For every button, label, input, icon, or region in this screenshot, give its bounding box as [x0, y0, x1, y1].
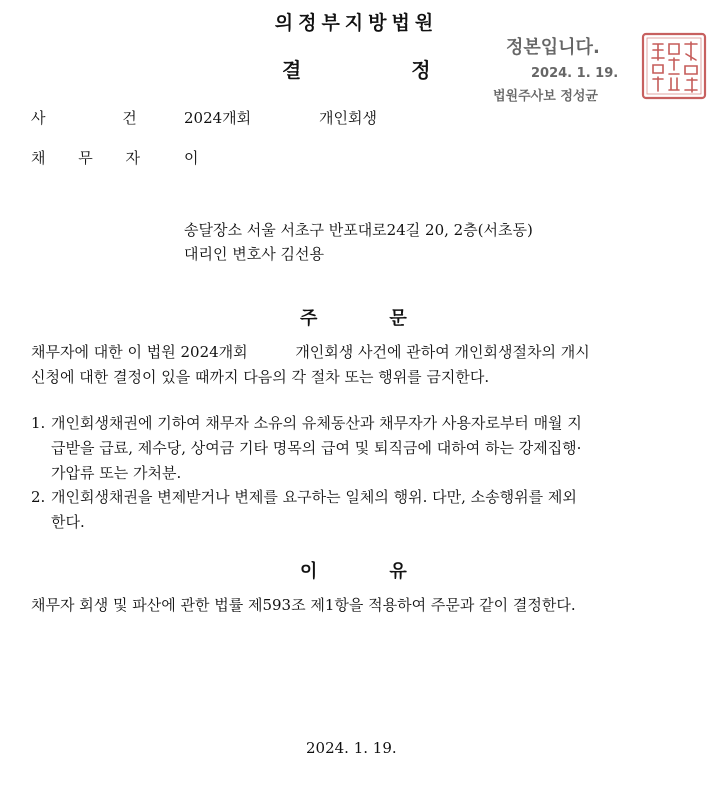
document-title: [282, 54, 431, 83]
case-name: 개인회생: [319, 109, 377, 127]
certified-date: 2024. 1. 19.: [531, 66, 619, 81]
order-item2-number: 2.: [31, 488, 46, 506]
case-number: 2024개회: [184, 109, 252, 127]
certified-copy-stamp: 정본입니다.: [506, 37, 600, 58]
legal-agent: 대리인 변호사 김선용: [184, 245, 324, 263]
order-intro-line1: 채무자에 대한 이 법원 2024개회 개인회생 사건에 관하여 개인회생절차의 개시: [31, 343, 590, 361]
service-address: 송달장소 서울 서초구 반포대로24길 20, 2층(서초동): [184, 221, 533, 239]
order-intro-line2: 신청에 대한 결정이 있을 때까지 다음의 각 절차 또는 행위를 금지한다.: [31, 368, 490, 386]
court-seal-icon: [641, 32, 707, 100]
court-name: 의정부지방법원: [274, 12, 439, 34]
order-item1-line1: 개인회생채권에 기하여 채무자 소유의 유체동산과 채무자가 사용자로부터 매월 지: [51, 414, 582, 432]
order-item2-line2: 한다.: [51, 513, 85, 531]
debtor-label: 채 무 자: [31, 149, 155, 167]
case-label: 사 건: [31, 109, 173, 127]
order-heading: 주 문: [300, 308, 407, 329]
order-item2-line1: 개인회생채권을 변제받거나 변제를 요구하는 일체의 행위. 다만, 소송행위를 제외: [51, 488, 577, 506]
reason-heading: 이 유: [300, 561, 407, 582]
document-title-right: 정: [411, 58, 431, 82]
decision-date: 2024. 1. 19.: [306, 739, 397, 757]
reason-text: 채무자 회생 및 파산에 관한 법률 제593조 제1항을 적용하여 주문과 같이 결정한다.: [31, 596, 576, 614]
certified-officer: 법원주사보 정성균: [493, 89, 598, 104]
order-item1-line2: 급받을 급료, 제수당, 상여금 기타 명목의 급여 및 퇴직금에 대하여 하는 강제집행·: [51, 439, 582, 457]
order-item1-number: 1.: [31, 414, 46, 432]
order-item1-line3: 가압류 또는 가처분.: [51, 464, 182, 482]
debtor-name: 이: [184, 149, 199, 167]
document-title-left: 결: [282, 58, 302, 82]
